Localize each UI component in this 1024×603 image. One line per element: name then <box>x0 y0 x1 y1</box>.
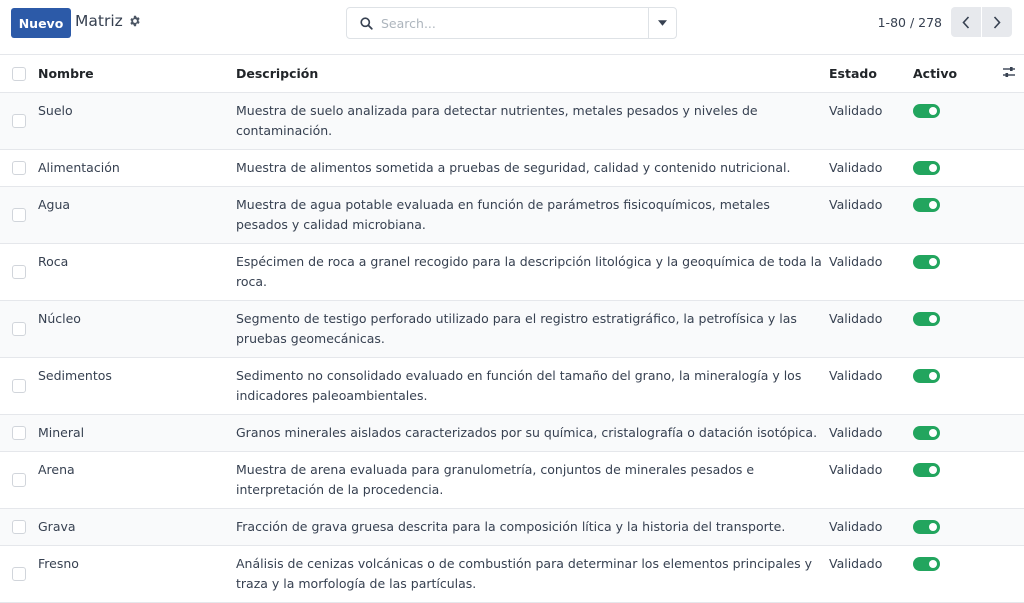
active-toggle[interactable] <box>913 463 940 477</box>
row-checkbox[interactable] <box>12 161 26 175</box>
caret-down-icon <box>658 20 667 26</box>
row-active-cell <box>913 244 993 301</box>
pager-next-button[interactable] <box>982 7 1012 37</box>
row-select-cell <box>0 358 34 415</box>
column-header-description[interactable]: Descripción <box>236 55 829 93</box>
select-all-checkbox[interactable] <box>12 67 26 81</box>
row-checkbox[interactable] <box>12 520 26 534</box>
row-name[interactable]: Roca <box>34 244 236 301</box>
row-state[interactable]: Validado <box>829 150 913 187</box>
table-row[interactable] <box>0 150 1024 187</box>
row-spacer <box>993 244 1024 301</box>
breadcrumb <box>75 12 141 30</box>
table-row[interactable] <box>0 509 1024 546</box>
row-name[interactable]: Fresno <box>34 546 236 603</box>
chevron-right-icon <box>993 16 1001 29</box>
row-description[interactable]: Muestra de suelo analizada para detectar nutrientes, metales pesados y niveles de contaminación. <box>236 93 829 150</box>
optional-columns-toggle[interactable] <box>993 55 1024 93</box>
table-row[interactable] <box>0 187 1024 244</box>
new-button[interactable]: Nuevo <box>11 8 71 38</box>
row-state[interactable]: Validado <box>829 546 913 603</box>
row-spacer <box>993 150 1024 187</box>
row-spacer <box>993 452 1024 509</box>
table-row[interactable] <box>0 546 1024 603</box>
row-checkbox[interactable] <box>12 265 26 279</box>
row-name[interactable]: Grava <box>34 509 236 546</box>
row-name[interactable]: Mineral <box>34 415 236 452</box>
search-bar <box>346 7 677 39</box>
row-description[interactable]: Muestra de agua potable evaluada en función de parámetros fisicoquímicos, metales pesados y calidad microbiana. <box>236 187 829 244</box>
row-spacer <box>993 358 1024 415</box>
row-select-cell <box>0 93 34 150</box>
row-checkbox[interactable] <box>12 208 26 222</box>
active-toggle[interactable] <box>913 104 940 118</box>
pager-previous-button[interactable] <box>951 7 981 37</box>
row-select-cell <box>0 187 34 244</box>
row-name[interactable]: Alimentación <box>34 150 236 187</box>
row-state[interactable]: Validado <box>829 509 913 546</box>
row-state[interactable]: Validado <box>829 187 913 244</box>
row-select-cell <box>0 415 34 452</box>
row-state[interactable]: Validado <box>829 358 913 415</box>
row-state[interactable]: Validado <box>829 93 913 150</box>
row-select-cell <box>0 244 34 301</box>
row-checkbox[interactable] <box>12 379 26 393</box>
row-active-cell <box>913 301 993 358</box>
table-body <box>0 93 1024 603</box>
row-description[interactable]: Fracción de grava gruesa descrita para la composición lítica y la historia del transporte. <box>236 509 829 546</box>
table-row[interactable] <box>0 301 1024 358</box>
row-checkbox[interactable] <box>12 322 26 336</box>
row-checkbox[interactable] <box>12 114 26 128</box>
table-row[interactable] <box>0 452 1024 509</box>
active-toggle[interactable] <box>913 369 940 383</box>
row-active-cell <box>913 415 993 452</box>
list-table <box>0 54 1024 603</box>
select-all-cell <box>0 55 34 93</box>
row-description[interactable]: Sedimento no consolidado evaluado en función del tamaño del grano, la mineralogía y los indicadores paleoambientales. <box>236 358 829 415</box>
row-description[interactable]: Muestra de alimentos sometida a pruebas de seguridad, calidad y contenido nutricional. <box>236 150 829 187</box>
table-row[interactable] <box>0 244 1024 301</box>
active-toggle[interactable] <box>913 255 940 269</box>
chevron-left-icon <box>962 16 970 29</box>
row-name[interactable]: Arena <box>34 452 236 509</box>
column-header-name[interactable]: Nombre <box>34 55 236 93</box>
row-description[interactable]: Granos minerales aislados caracterizados por su química, cristalografía o datación isotópica. <box>236 415 829 452</box>
row-spacer <box>993 546 1024 603</box>
row-description[interactable]: Espécimen de roca a granel recogido para la descripción litológica y la geoquímica de toda la roca. <box>236 244 829 301</box>
row-description[interactable]: Segmento de testigo perforado utilizado para el registro estratigráfico, la petrofísica y las pruebas geomecánicas. <box>236 301 829 358</box>
row-select-cell <box>0 509 34 546</box>
row-active-cell <box>913 187 993 244</box>
gear-icon[interactable] <box>129 15 141 27</box>
row-spacer <box>993 93 1024 150</box>
column-header-active[interactable]: Activo <box>913 55 993 93</box>
row-description[interactable]: Muestra de arena evaluada para granulometría, conjuntos de minerales pesados e interpretación de la procedencia. <box>236 452 829 509</box>
row-active-cell <box>913 358 993 415</box>
row-checkbox[interactable] <box>12 473 26 487</box>
row-spacer <box>993 509 1024 546</box>
row-description[interactable]: Análisis de cenizas volcánicas o de combustión para determinar los elementos principales y traza y la morfología de las partículas. <box>236 546 829 603</box>
row-spacer <box>993 415 1024 452</box>
control-panel <box>0 0 1024 48</box>
search-icon <box>351 17 381 30</box>
active-toggle[interactable] <box>913 520 940 534</box>
row-select-cell <box>0 546 34 603</box>
search-options-toggle[interactable] <box>648 8 676 38</box>
row-name[interactable]: Agua <box>34 187 236 244</box>
row-select-cell <box>0 301 34 358</box>
row-active-cell <box>913 509 993 546</box>
row-active-cell <box>913 546 993 603</box>
active-toggle[interactable] <box>913 161 940 175</box>
row-spacer <box>993 187 1024 244</box>
active-toggle[interactable] <box>913 198 940 212</box>
row-name[interactable]: Sedimentos <box>34 358 236 415</box>
row-checkbox[interactable] <box>12 567 26 581</box>
row-name[interactable]: Núcleo <box>34 301 236 358</box>
row-state[interactable]: Validado <box>829 244 913 301</box>
row-state[interactable]: Validado <box>829 301 913 358</box>
row-active-cell <box>913 93 993 150</box>
pager <box>878 7 1012 37</box>
row-state[interactable]: Validado <box>829 415 913 452</box>
row-active-cell <box>913 452 993 509</box>
table-header-row <box>0 55 1024 93</box>
column-header-state[interactable]: Estado <box>829 55 913 93</box>
row-select-cell <box>0 150 34 187</box>
active-toggle[interactable] <box>913 312 940 326</box>
row-state[interactable]: Validado <box>829 452 913 509</box>
table-row[interactable] <box>0 358 1024 415</box>
row-select-cell <box>0 452 34 509</box>
active-toggle[interactable] <box>913 426 940 440</box>
search-input[interactable] <box>381 8 648 38</box>
active-toggle[interactable] <box>913 557 940 571</box>
page-title: Matriz <box>75 12 123 30</box>
row-name[interactable]: Suelo <box>34 93 236 150</box>
sliders-icon <box>1002 66 1016 78</box>
table-row[interactable] <box>0 415 1024 452</box>
table-row[interactable] <box>0 93 1024 150</box>
pager-value[interactable]: 1-80 / 278 <box>877 14 942 30</box>
row-spacer <box>993 301 1024 358</box>
row-checkbox[interactable] <box>12 426 26 440</box>
row-active-cell <box>913 150 993 187</box>
